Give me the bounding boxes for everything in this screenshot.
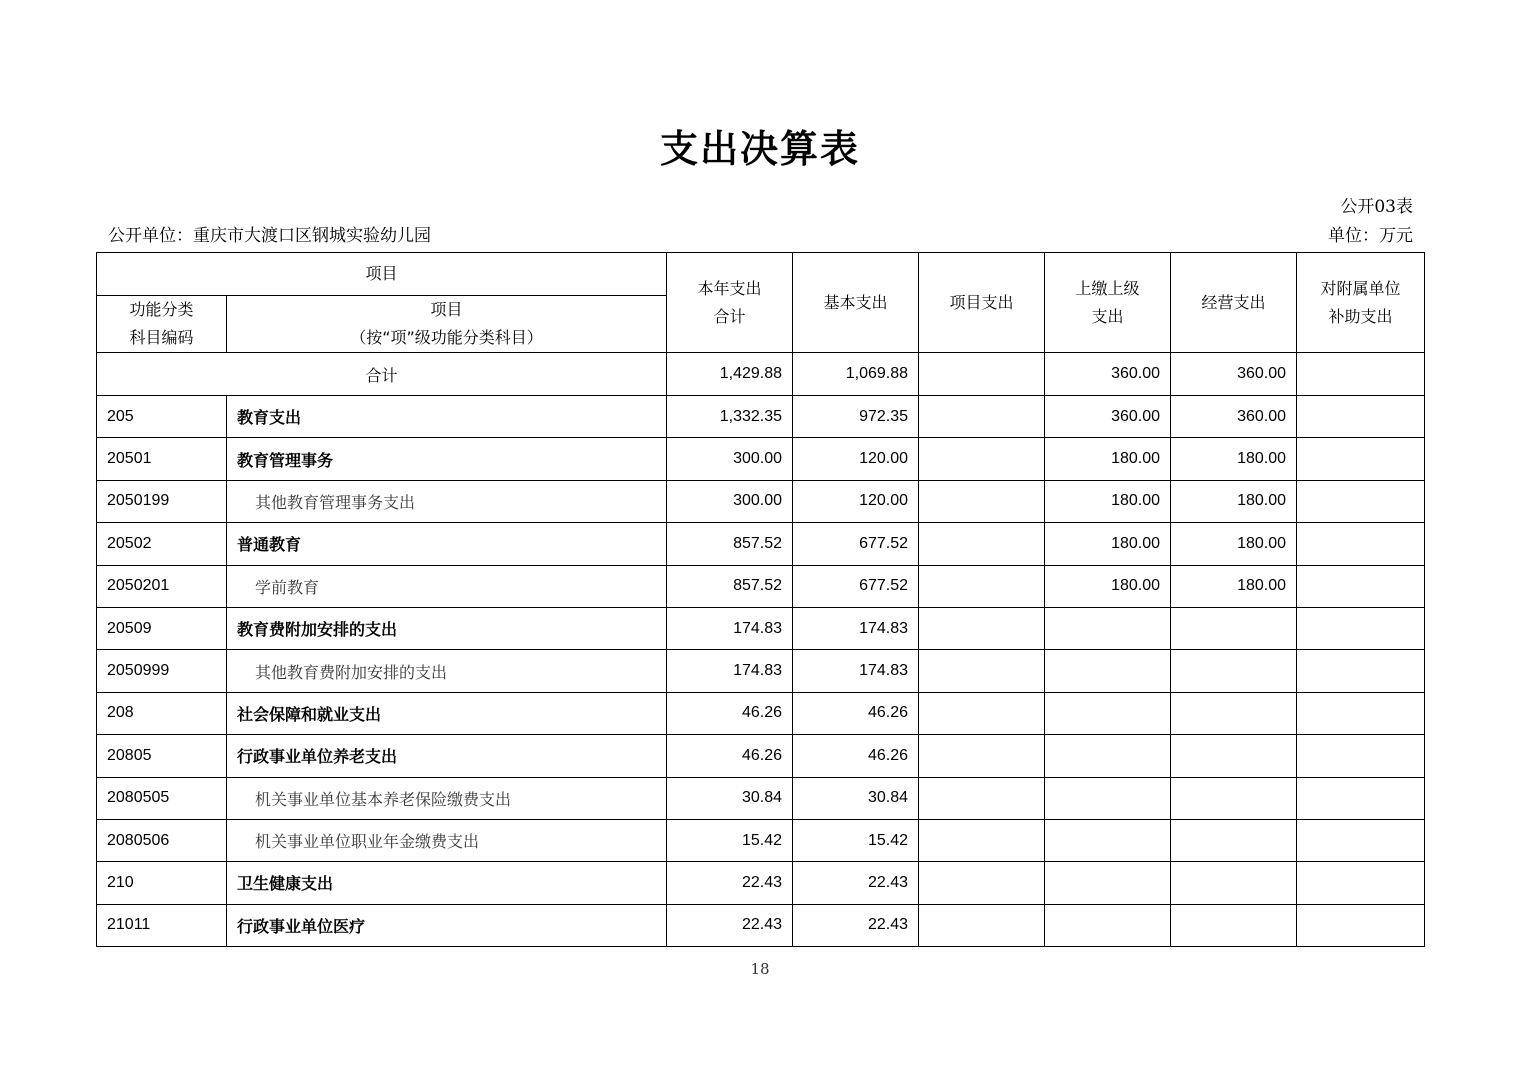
row-subsidy (1297, 904, 1425, 946)
row-name: 其他教育费附加安排的支出 (227, 650, 667, 692)
header-name (227, 296, 667, 353)
row-project (919, 650, 1045, 692)
row-code: 20501 (97, 438, 227, 480)
expenditure-table (96, 252, 1425, 947)
row-code: 20502 (97, 523, 227, 565)
row-operating: 180.00 (1171, 565, 1297, 607)
row-name: 其他教育管理事务支出 (227, 480, 667, 522)
total-row-total: 1,429.88 (667, 353, 793, 396)
table-row (97, 777, 1425, 819)
row-code: 2080506 (97, 819, 227, 861)
header-total-line2: 合计 (713, 306, 746, 326)
header-operating: 经营支出 (1171, 253, 1297, 353)
row-operating (1171, 862, 1297, 904)
row-upper (1045, 777, 1171, 819)
row-subsidy (1297, 523, 1425, 565)
header-upper (1045, 253, 1171, 353)
row-name: 机关事业单位基本养老保险缴费支出 (227, 777, 667, 819)
row-project (919, 862, 1045, 904)
row-basic: 120.00 (793, 438, 919, 480)
header-upper-line2: 支出 (1091, 306, 1124, 326)
row-upper (1045, 904, 1171, 946)
total-label: 合计 (97, 353, 667, 396)
row-name: 教育管理事务 (227, 438, 667, 480)
row-project (919, 480, 1045, 522)
total-row-project (919, 353, 1045, 396)
row-total: 15.42 (667, 819, 793, 861)
row-subsidy (1297, 819, 1425, 861)
row-name: 学前教育 (227, 565, 667, 607)
row-name: 教育费附加安排的支出 (227, 607, 667, 649)
header-subsidy (1297, 253, 1425, 353)
row-subsidy (1297, 692, 1425, 734)
header-upper-line1: 上缴上级 (1075, 278, 1140, 298)
row-operating (1171, 904, 1297, 946)
header-project: 项目支出 (919, 253, 1045, 353)
total-row-subsidy (1297, 353, 1425, 396)
row-subsidy (1297, 438, 1425, 480)
row-basic: 174.83 (793, 607, 919, 649)
row-operating: 180.00 (1171, 480, 1297, 522)
row-total: 1,332.35 (667, 396, 793, 438)
row-code: 210 (97, 862, 227, 904)
row-name: 社会保障和就业支出 (227, 692, 667, 734)
row-project (919, 396, 1045, 438)
total-row (97, 353, 1425, 396)
row-project (919, 735, 1045, 777)
row-operating: 180.00 (1171, 523, 1297, 565)
row-total: 30.84 (667, 777, 793, 819)
row-operating (1171, 777, 1297, 819)
row-name: 教育支出 (227, 396, 667, 438)
row-basic: 677.52 (793, 523, 919, 565)
page-number: 18 (750, 960, 770, 978)
row-code: 205 (97, 396, 227, 438)
row-upper: 180.00 (1045, 438, 1171, 480)
total-row-basic: 1,069.88 (793, 353, 919, 396)
row-name: 机关事业单位职业年金缴费支出 (227, 819, 667, 861)
table-row (97, 735, 1425, 777)
header-code-line2: 科目编码 (129, 328, 194, 347)
row-total: 22.43 (667, 904, 793, 946)
row-total: 22.43 (667, 862, 793, 904)
row-total: 300.00 (667, 438, 793, 480)
row-operating (1171, 819, 1297, 861)
form-number: 公开03表 (1340, 197, 1413, 217)
total-row-operating: 360.00 (1171, 353, 1297, 396)
row-upper (1045, 607, 1171, 649)
row-code: 20509 (97, 607, 227, 649)
header-project-group: 项目 (97, 253, 667, 296)
row-code: 2050999 (97, 650, 227, 692)
row-operating (1171, 607, 1297, 649)
row-basic: 30.84 (793, 777, 919, 819)
row-total: 46.26 (667, 735, 793, 777)
row-code: 20805 (97, 735, 227, 777)
row-code: 2050199 (97, 480, 227, 522)
row-basic: 46.26 (793, 692, 919, 734)
row-upper (1045, 650, 1171, 692)
table-row (97, 607, 1425, 649)
row-total: 857.52 (667, 565, 793, 607)
header-total (667, 253, 793, 353)
row-code: 21011 (97, 904, 227, 946)
row-upper (1045, 862, 1171, 904)
row-upper (1045, 819, 1171, 861)
row-code: 208 (97, 692, 227, 734)
row-total: 174.83 (667, 650, 793, 692)
table-row (97, 692, 1425, 734)
row-project (919, 523, 1045, 565)
row-upper: 180.00 (1045, 480, 1171, 522)
row-project (919, 692, 1045, 734)
reporting-unit: 公开单位：重庆市大渡口区钢城实验幼儿园 (108, 226, 431, 246)
header-subsidy-line1: 对附属单位 (1320, 278, 1401, 298)
row-upper: 180.00 (1045, 523, 1171, 565)
row-operating (1171, 650, 1297, 692)
table-row (97, 904, 1425, 946)
table-row (97, 480, 1425, 522)
row-name: 普通教育 (227, 523, 667, 565)
row-name: 行政事业单位医疗 (227, 904, 667, 946)
row-total: 46.26 (667, 692, 793, 734)
row-project (919, 565, 1045, 607)
row-project (919, 819, 1045, 861)
row-subsidy (1297, 480, 1425, 522)
header-code (97, 296, 227, 353)
row-basic: 972.35 (793, 396, 919, 438)
row-upper: 360.00 (1045, 396, 1171, 438)
table-row (97, 650, 1425, 692)
row-basic: 677.52 (793, 565, 919, 607)
header-subsidy-line2: 补助支出 (1328, 306, 1393, 326)
row-basic: 174.83 (793, 650, 919, 692)
row-name: 行政事业单位养老支出 (227, 735, 667, 777)
table-row (97, 523, 1425, 565)
row-project (919, 777, 1045, 819)
page-title: 支出决算表 (659, 127, 860, 171)
header-basic: 基本支出 (793, 253, 919, 353)
row-upper (1045, 692, 1171, 734)
row-subsidy (1297, 607, 1425, 649)
row-subsidy (1297, 777, 1425, 819)
table-row (97, 862, 1425, 904)
row-basic: 22.43 (793, 904, 919, 946)
row-project (919, 607, 1045, 649)
row-upper (1045, 735, 1171, 777)
currency-unit: 单位：万元 (1328, 226, 1413, 246)
row-subsidy (1297, 650, 1425, 692)
row-project (919, 438, 1045, 480)
row-project (919, 904, 1045, 946)
table-row (97, 396, 1425, 438)
row-name: 卫生健康支出 (227, 862, 667, 904)
row-subsidy (1297, 862, 1425, 904)
row-basic: 15.42 (793, 819, 919, 861)
row-total: 300.00 (667, 480, 793, 522)
row-basic: 46.26 (793, 735, 919, 777)
row-code: 2080505 (97, 777, 227, 819)
row-code: 2050201 (97, 565, 227, 607)
row-subsidy (1297, 565, 1425, 607)
row-operating (1171, 692, 1297, 734)
row-subsidy (1297, 735, 1425, 777)
header-total-line1: 本年支出 (697, 278, 762, 298)
table-row (97, 438, 1425, 480)
row-operating (1171, 735, 1297, 777)
table-row (97, 819, 1425, 861)
row-total: 174.83 (667, 607, 793, 649)
row-total: 857.52 (667, 523, 793, 565)
header-name-line1: 项目 (430, 300, 463, 319)
table-row (97, 565, 1425, 607)
row-operating: 360.00 (1171, 396, 1297, 438)
row-basic: 22.43 (793, 862, 919, 904)
row-operating: 180.00 (1171, 438, 1297, 480)
header-name-line2: （按“项”级功能分类科目） (350, 328, 543, 347)
row-basic: 120.00 (793, 480, 919, 522)
row-subsidy (1297, 396, 1425, 438)
row-upper: 180.00 (1045, 565, 1171, 607)
header-code-line1: 功能分类 (129, 300, 194, 319)
total-row-upper: 360.00 (1045, 353, 1171, 396)
